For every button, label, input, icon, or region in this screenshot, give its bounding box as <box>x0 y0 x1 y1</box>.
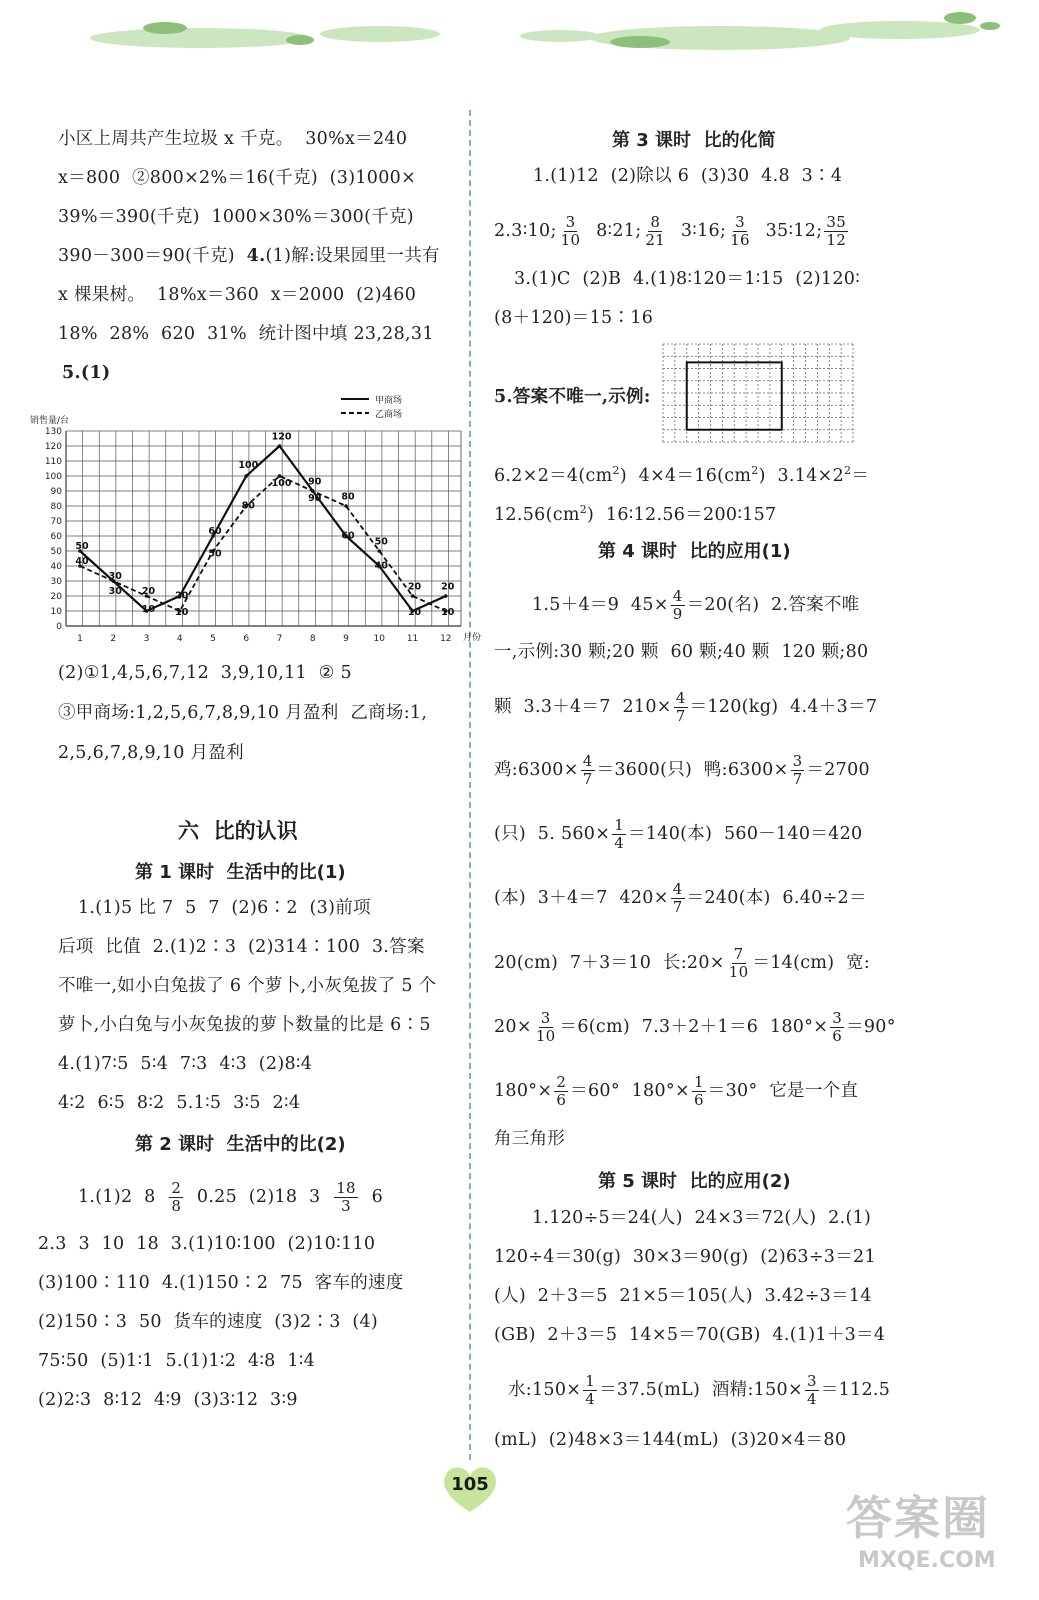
answer-line: 5.(1) <box>62 363 111 383</box>
answer-line: 颗 3.3＋4＝7 210× $\frac{4}{7}$ ＝120(kg) 4.4＋3＝7 <box>494 689 878 725</box>
fraction: $\frac{3}{16}$ <box>730 213 750 249</box>
lesson-heading: 第 3 课时 比的化简 <box>612 130 776 151</box>
legend-label: 乙商场 <box>375 410 403 420</box>
y-tick-label: 40 <box>50 562 62 572</box>
lesson-heading: 第 1 课时 生活中的比(1) <box>135 862 346 883</box>
y-tick-label: 10 <box>50 607 62 617</box>
x-tick-label: 4 <box>176 634 183 644</box>
answer-line: 1.(1)5 比 7 5 7 (2)6∶2 (3)前项 <box>78 898 371 918</box>
fraction: $\frac{35}{12}$ <box>826 213 847 249</box>
fraction: $\frac{4}{7}$ <box>582 752 593 788</box>
answer-line: 75∶50 (5)1∶1 5.(1)1∶2 4∶8 1∶4 <box>38 1351 316 1371</box>
answer-line: 4.(1)7∶5 5∶4 7∶3 4∶3 (2)8∶4 <box>58 1054 313 1074</box>
column-divider <box>469 110 471 1460</box>
answer-line: 1.(1)2 8 $\frac{2}{8}$ 0.25 (2)18 3 $\frac{18}{3}$ 6 <box>78 1179 384 1215</box>
data-point <box>411 594 415 598</box>
x-tick-label: 1 <box>77 634 83 644</box>
x-tick-label: 5 <box>210 634 216 644</box>
data-label: 50 <box>374 536 388 548</box>
answer-line: 萝卜,小白兔与小灰兔拔的萝卜数量的比是 6∶5 <box>58 1015 431 1035</box>
data-label: 30 <box>108 571 122 582</box>
rectangle-grid-figure <box>662 343 854 443</box>
answer-line: $12.56(cm^2)$ 16∶12.56＝200∶157 <box>494 503 777 525</box>
top-decoration <box>0 0 1039 70</box>
lesson-heading: 第 4 课时 比的应用(1) <box>598 541 791 562</box>
fraction: $\frac{3}{6}$ <box>832 1009 843 1045</box>
watermark: 答案圈 MXQE.COM <box>846 1491 996 1573</box>
answer-line: (只) 5. 560× $\frac{1}{4}$ ＝140(本) 560－140＝420 <box>494 816 863 852</box>
data-label: 10 <box>407 607 422 618</box>
y-tick-label: 80 <box>50 502 62 512</box>
data-label: 40 <box>374 560 388 572</box>
data-label: 50 <box>208 548 222 560</box>
answer-line: 20(cm) 7＋3＝10 长:20× $\frac{7}{10}$ ＝14(cm) 宽: <box>494 945 871 981</box>
data-label: 20 <box>407 581 422 593</box>
fraction: $\frac{1}{4}$ <box>614 816 625 852</box>
answer-line: (2)150∶3 50 货车的速度 (3)2∶3 (4) <box>38 1312 379 1332</box>
answer-line: 鸡:6300× $\frac{4}{7}$ ＝3600(只) 鸭:6300× $\frac{3}{7}$ ＝2700 <box>494 752 870 788</box>
answer-line: 3.(1)C (2)B 4.(1)8∶120＝1∶15 (2)120∶ <box>514 269 861 289</box>
y-tick-label: 70 <box>50 517 62 527</box>
answer-line: 4∶2 6∶5 8∶2 5.1∶5 3∶5 2∶4 <box>58 1093 301 1113</box>
data-point <box>444 594 448 598</box>
data-label: 40 <box>75 556 89 567</box>
answer-line: 不唯一,如小白兔拔了 6 个萝卜,小灰兔拔了 5 个 <box>58 976 437 996</box>
fraction: $\frac{2}{8}$ <box>171 1179 182 1215</box>
data-label: 100 <box>271 478 292 489</box>
answer-line: $6.2\times 2=4(cm^2)$ $4\times 4=16(cm^2)$ $3.14\times 2^2=$ <box>494 464 870 486</box>
y-tick-label: 90 <box>50 487 62 497</box>
answer-line: (8＋120)＝15∶16 <box>494 308 654 328</box>
data-label: 20 <box>141 586 156 597</box>
fraction: $\frac{4}{9}$ <box>672 587 683 623</box>
data-label: 90 <box>308 476 322 488</box>
x-tick-label: 8 <box>309 634 316 644</box>
y-tick-label: 100 <box>44 472 62 482</box>
answer-line: 120÷4＝30(g) 30×3＝90(g) (2)63÷3＝21 <box>494 1247 876 1267</box>
data-label: 100 <box>238 460 259 471</box>
answer-line: (人) 2＋3＝5 21×5＝105(人) 3.42÷3＝14 <box>494 1286 872 1306</box>
fraction: $\frac{8}{21}$ <box>645 213 666 249</box>
y-axis-label: 销售量/台 <box>30 416 70 426</box>
legend-label: 甲商场 <box>375 396 403 406</box>
data-label: 90 <box>308 493 322 504</box>
y-tick-label: 130 <box>44 427 62 437</box>
answer-line: (mL) (2)48×3＝144(mL) (3)20×4＝80 <box>494 1430 847 1450</box>
page-number-badge <box>438 1462 502 1516</box>
answer-line: 18% 28% 620 31% 统计图中填 23,28,31 <box>58 324 434 344</box>
fraction: $\frac{4}{7}$ <box>675 689 686 725</box>
answer-line: 2,5,6,7,8,9,10 月盈利 <box>58 743 244 763</box>
fraction: $\frac{7}{10}$ <box>728 945 749 981</box>
answer-line: x 棵果树。 18%x＝360 x＝2000 (2)460 <box>58 285 417 305</box>
answer-line: 后项 比值 2.(1)2∶3 (2)314∶100 3.答案 <box>58 937 425 957</box>
fraction: $\frac{18}{3}$ <box>336 1179 356 1215</box>
lesson-heading: 第 2 课时 生活中的比(2) <box>135 1134 346 1155</box>
data-label: 30 <box>108 586 122 597</box>
data-label: 10 <box>175 607 189 618</box>
answer-line: ③甲商场:1,2,5,6,7,8,9,10 月盈利 乙商场:1, <box>58 703 428 723</box>
data-label: 60 <box>208 526 222 537</box>
answer-line: 390－300＝90(千克) 4.(1)解:设果园里一共有 <box>58 246 440 266</box>
answer-line: 39%＝390(千克) 1000×30%＝300(千克) <box>58 207 414 227</box>
y-tick-label: 110 <box>44 457 62 467</box>
y-tick-label: 30 <box>50 577 62 587</box>
answer-line: 一,示例:30 颗;20 颗 60 颗;40 颗 120 颗;80 <box>494 642 869 662</box>
fraction: $\frac{4}{7}$ <box>672 880 683 916</box>
answer-line: (3)100∶110 4.(1)150∶2 75 客车的速度 <box>38 1273 404 1293</box>
x-tick-label: 10 <box>373 634 386 644</box>
data-label: 120 <box>271 431 292 443</box>
answer-line: (本) 3＋4＝7 420× $\frac{4}{7}$ ＝240(本) 6.40÷2＝ <box>494 880 867 916</box>
data-label: 10 <box>441 607 455 618</box>
data-point <box>344 504 348 508</box>
sales-line-chart <box>30 393 482 648</box>
x-tick-label: 11 <box>406 634 419 644</box>
fraction: $\frac{1}{4}$ <box>585 1372 596 1408</box>
data-label: 50 <box>75 541 89 552</box>
y-tick-label: 0 <box>56 622 62 632</box>
series-line <box>80 476 446 611</box>
lesson-heading: 第 5 课时 比的应用(2) <box>598 1171 791 1192</box>
answer-line: (2)2∶3 8∶12 4∶9 (3)3∶12 3∶9 <box>38 1390 298 1410</box>
answer-line: 水:150× $\frac{1}{4}$ ＝37.5(mL) 酒精:150× $\frac{3}{4}$ ＝112.5 <box>508 1372 891 1408</box>
answer-line: (2)①1,4,5,6,7,12 3,9,10,11 ② 5 <box>58 663 352 683</box>
answer-line: 2.3 3 10 18 3.(1)10∶100 (2)10∶110 <box>38 1234 376 1254</box>
fraction: $\frac{2}{6}$ <box>556 1073 567 1109</box>
fraction: $\frac{1}{6}$ <box>693 1073 704 1109</box>
answer-line: 小区上周共产生垃圾 x 千克。 30%x＝240 <box>58 129 408 149</box>
answer-line: 1.5＋4＝9 45× $\frac{4}{9}$ ＝20(名) 2.答案不唯 <box>532 587 860 623</box>
x-tick-label: 3 <box>143 634 150 644</box>
x-tick-label: 7 <box>276 634 283 644</box>
x-tick-label: 2 <box>110 634 117 644</box>
data-label: 80 <box>241 500 255 512</box>
answer-line: 20× $\frac{3}{10}$ ＝6(cm) 7.3＋2＋1＝6 180°× $\frac{3}{6}$ ＝90° <box>494 1009 896 1045</box>
data-point <box>278 444 282 448</box>
answer-line: 2.3∶10; $\frac{3}{10}$ 8∶21; $\frac{8}{21}$ 3∶16; $\frac{3}{16}$ 35∶12; $\frac{35}{12}$ <box>494 213 847 249</box>
section-title: 六 比的认识 <box>178 819 298 843</box>
y-tick-label: 120 <box>44 442 62 452</box>
y-tick-label: 50 <box>50 547 62 557</box>
data-label: 20 <box>175 590 189 602</box>
page-number: 105 <box>451 1474 489 1495</box>
fraction: $\frac{3}{7}$ <box>792 752 803 788</box>
data-label: 10 <box>141 604 156 615</box>
x-axis-label: 月份 <box>463 633 482 643</box>
fraction: $\frac{3}{10}$ <box>535 1009 556 1045</box>
fraction: $\frac{3}{10}$ <box>560 213 581 249</box>
y-tick-label: 20 <box>50 592 62 602</box>
data-label: 80 <box>341 491 355 503</box>
fraction: $\frac{3}{4}$ <box>806 1372 817 1408</box>
answer-line: x＝800 ②800×2%＝16(千克) (3)1000× <box>58 168 417 188</box>
x-tick-label: 6 <box>243 634 250 644</box>
data-point <box>377 549 381 553</box>
data-label: 60 <box>341 530 355 542</box>
x-tick-label: 9 <box>343 634 349 644</box>
answer-line: 角三角形 <box>494 1129 566 1149</box>
answer-line: 5.答案不唯一,示例: <box>494 387 651 407</box>
answer-line: 1.(1)12 (2)除以 6 (3)30 4.8 3∶4 <box>533 166 843 186</box>
y-tick-label: 60 <box>50 532 62 542</box>
series-line <box>80 446 446 611</box>
answer-line: (GB) 2＋3＝5 14×5＝70(GB) 4.(1)1＋3＝4 <box>494 1325 886 1345</box>
x-tick-label: 12 <box>440 634 452 644</box>
answer-line: 1.120÷5＝24(人) 24×3＝72(人) 2.(1) <box>532 1208 872 1228</box>
data-point <box>244 474 248 478</box>
answer-line: 180°× $\frac{2}{6}$ ＝60° 180°× $\frac{1}{6}$ ＝30° 它是一个直 <box>494 1073 859 1109</box>
data-label: 20 <box>441 581 455 593</box>
